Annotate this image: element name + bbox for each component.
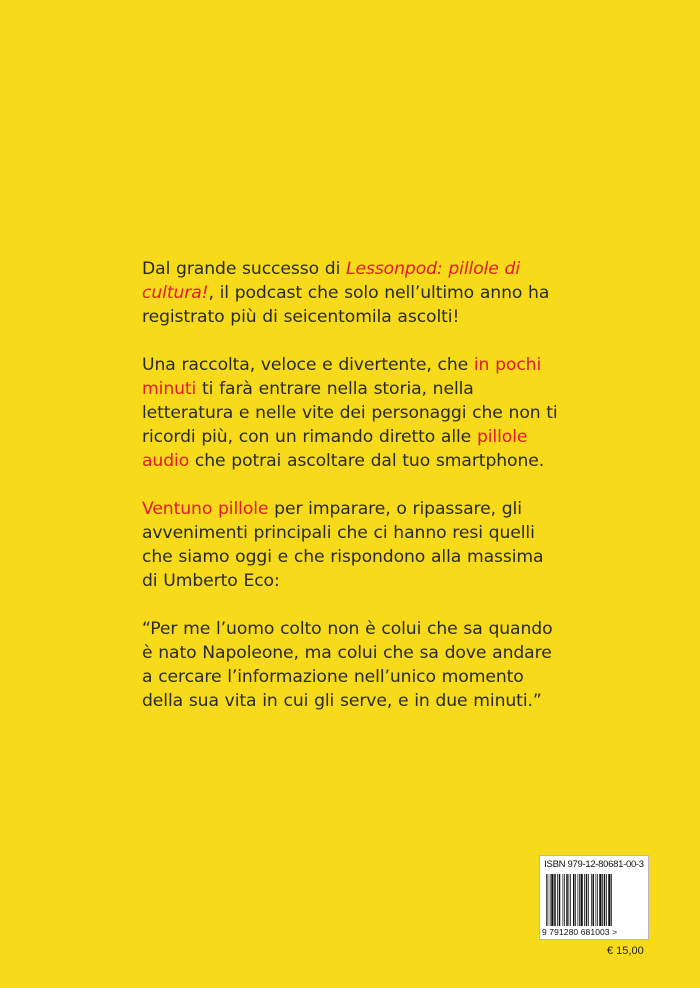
intro-rest: , il podcast che solo nell’ultimo anno ha registrato più di seicentomila ascolti!: [142, 283, 550, 327]
price-label: € 15,00: [607, 945, 644, 957]
highlight-pochi-minuti: in pochi minuti: [142, 355, 542, 399]
intro-lead: Dal grande successo di: [142, 259, 347, 279]
isbn-barcode: [539, 855, 649, 940]
barcode-bars: [545, 874, 643, 926]
description-part1: Una raccolta, veloce e divertente, che: [142, 355, 474, 375]
pills-rest: per imparare, o ripassare, gli avvenimenti principali che ci hanno resi quelli che siamo oggi e che rispondono alla massima di Umberto Eco:: [142, 499, 544, 591]
eco-quote: “Per me l’uomo colto non è colui che sa quando è nato Napoleone, ma colui che sa dove andare a cercare l’informazione nell’unico momento della sua vita in cui gli serve, e in due minuti.”: [142, 619, 553, 711]
description-paragraph: [142, 353, 562, 473]
highlight-pillole-audio: pillole audio: [142, 427, 528, 471]
isbn-label: ISBN 979-12-80681-00-3: [544, 859, 644, 870]
description-part3: che potrai ascoltare dal tuo smartphone.: [189, 451, 545, 471]
description-part2: ti farà entrare nella storia, nella letteratura e nelle vite dei personaggi che non ti ricordi più, con un rimando diretto alle: [142, 379, 558, 447]
barcode-digits: 9 791280 681003 >: [542, 927, 618, 937]
pills-paragraph: [142, 497, 562, 593]
intro-paragraph: [142, 257, 562, 329]
highlight-ventuno-pillole: Ventuno pillole: [142, 499, 269, 519]
podcast-title: Lessonpod: pillole di cultura!: [142, 259, 521, 303]
back-cover-blurb: [142, 257, 562, 737]
